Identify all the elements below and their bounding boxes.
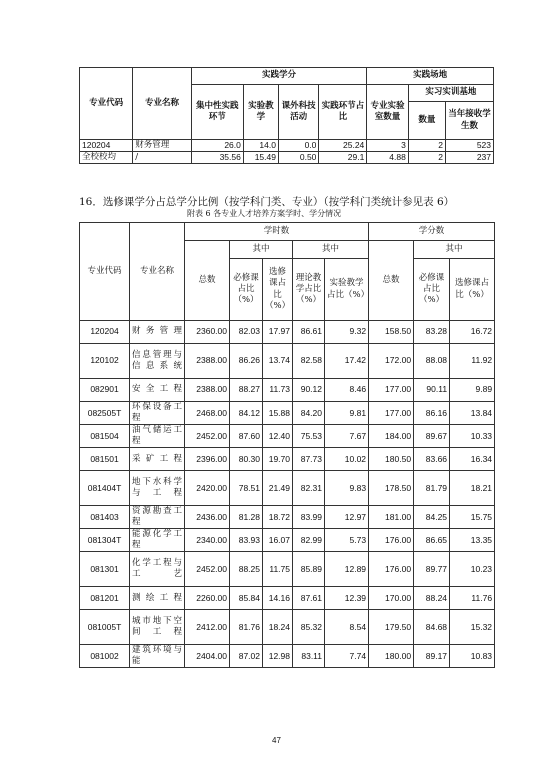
cell-required-ratio: 88.27 <box>230 379 263 402</box>
cell-theory-ratio: 75.53 <box>293 425 325 448</box>
cell-code: 全校校均 <box>80 152 133 164</box>
cell-elective-credit-ratio: 11.92 <box>450 344 495 379</box>
cell-required-credit-ratio: 83.66 <box>414 448 450 471</box>
cell-name: 城市地下空间工程 <box>130 610 185 645</box>
cell-name: 环保设备工程 <box>130 402 185 425</box>
cell-elective-ratio: 18.24 <box>263 610 293 645</box>
cell-elective-ratio: 17.97 <box>263 321 293 344</box>
cell-name: 信息管理与信息系统 <box>130 344 185 379</box>
cell-required-ratio: 84.12 <box>230 402 263 425</box>
cell-required-ratio: 81.76 <box>230 610 263 645</box>
cell-experiment-ratio: 7.74 <box>325 645 369 668</box>
col-header-required-credit-ratio: 必修课占比（%） <box>414 259 450 321</box>
cell-elective-ratio: 19.70 <box>263 448 293 471</box>
cell-total-credits: 180.00 <box>369 645 414 668</box>
group-header-base: 实习实训基地 <box>408 85 493 102</box>
table-row <box>80 471 495 506</box>
cell-theory-ratio: 85.89 <box>293 552 325 587</box>
cell-experiment-ratio: 7.67 <box>325 425 369 448</box>
cell-code: 081403 <box>80 506 130 529</box>
cell-name: 采矿工程 <box>130 448 185 471</box>
cell-code: 120204 <box>80 140 133 152</box>
cell-required-credit-ratio: 86.16 <box>414 402 450 425</box>
cell-experiment: 14.0 <box>243 140 278 152</box>
table-row <box>80 645 495 668</box>
cell-experiment-ratio: 17.42 <box>325 344 369 379</box>
cell-theory-ratio: 82.58 <box>293 344 325 379</box>
section-heading: 16．选修课学分占总学分比例（按学科门类、专业）（按学科门类统计参见表 6） <box>79 196 455 208</box>
cell-experiment-ratio: 9.83 <box>325 471 369 506</box>
table-row <box>80 448 495 471</box>
cell-total-credits: 180.50 <box>369 448 414 471</box>
cell-required-ratio: 82.03 <box>230 321 263 344</box>
cell-elective-credit-ratio: 11.76 <box>450 587 495 610</box>
cell-code: 120102 <box>80 344 130 379</box>
cell-theory-ratio: 86.61 <box>293 321 325 344</box>
cell-total-hours: 2388.00 <box>185 379 230 402</box>
cell-elective-credit-ratio: 15.32 <box>450 610 495 645</box>
group-header-among: 其中 <box>230 241 293 259</box>
table-row <box>80 140 494 152</box>
cell-elective-ratio: 16.07 <box>263 529 293 552</box>
table-row <box>80 425 495 448</box>
cell-required-ratio: 87.02 <box>230 645 263 668</box>
col-header-total-credits: 总数 <box>369 241 414 321</box>
col-header-total-hours: 总数 <box>185 241 230 321</box>
col-header-theory-ratio: 理论教学占比（%） <box>293 259 325 321</box>
cell-code: 081301 <box>80 552 130 587</box>
cell-elective-ratio: 13.74 <box>263 344 293 379</box>
cell-theory-ratio: 85.32 <box>293 610 325 645</box>
cell-experiment-ratio: 10.02 <box>325 448 369 471</box>
cell-theory-ratio: 83.99 <box>293 506 325 529</box>
cell-required-ratio: 80.30 <box>230 448 263 471</box>
cell-required-credit-ratio: 83.28 <box>414 321 450 344</box>
cell-elective-ratio: 15.88 <box>263 402 293 425</box>
cell-required-credit-ratio: 90.11 <box>414 379 450 402</box>
cell-name: 油气储运工程 <box>130 425 185 448</box>
cell-total-hours: 2452.00 <box>185 552 230 587</box>
cell-code: 081501 <box>80 448 130 471</box>
col-header-name: 专业名称 <box>130 223 185 321</box>
cell-experiment-ratio: 9.32 <box>325 321 369 344</box>
cell-name: 建筑环境与能 <box>130 645 185 668</box>
table-row <box>80 552 495 587</box>
cell-theory-ratio: 87.73 <box>293 448 325 471</box>
cell-total-credits: 184.00 <box>369 425 414 448</box>
table-row <box>80 379 495 402</box>
table-row <box>80 152 494 164</box>
cell-required-ratio: 83.93 <box>230 529 263 552</box>
cell-elective-credit-ratio: 13.35 <box>450 529 495 552</box>
col-header-elective-credit-ratio: 选修课占比（%） <box>450 259 495 321</box>
cell-ratio: 29.1 <box>319 152 367 164</box>
cell-required-ratio: 86.26 <box>230 344 263 379</box>
cell-total-credits: 179.50 <box>369 610 414 645</box>
cell-code: 120204 <box>80 321 130 344</box>
cell-elective-credit-ratio: 10.33 <box>450 425 495 448</box>
cell-required-ratio: 85.84 <box>230 587 263 610</box>
cell-total-credits: 177.00 <box>369 402 414 425</box>
cell-elective-credit-ratio: 10.83 <box>450 645 495 668</box>
table-row <box>80 587 495 610</box>
cell-ratio: 25.24 <box>319 140 367 152</box>
cell-extra: 0.50 <box>278 152 318 164</box>
cell-required-ratio: 78.51 <box>230 471 263 506</box>
cell-total-hours: 2404.00 <box>185 645 230 668</box>
cell-elective-ratio: 18.72 <box>263 506 293 529</box>
table-row <box>80 529 495 552</box>
cell-total-credits: 178.50 <box>369 471 414 506</box>
cell-elective-ratio: 11.75 <box>263 552 293 587</box>
cell-total-credits: 170.00 <box>369 587 414 610</box>
cell-theory-ratio: 82.99 <box>293 529 325 552</box>
cell-total-credits: 177.00 <box>369 379 414 402</box>
cell-code: 081504 <box>80 425 130 448</box>
col-header-name: 专业名称 <box>133 68 192 140</box>
cell-elective-credit-ratio: 16.34 <box>450 448 495 471</box>
table-row <box>80 402 495 425</box>
group-header-practice-credit: 实践学分 <box>191 68 367 85</box>
cell-elective-credit-ratio: 13.84 <box>450 402 495 425</box>
cell-code: 081005T <box>80 610 130 645</box>
col-header-elective-ratio: 选修课占比（%） <box>263 259 293 321</box>
cell-required-credit-ratio: 81.79 <box>414 471 450 506</box>
col-header-code: 专业代码 <box>80 68 133 140</box>
cell-elective-credit-ratio: 15.75 <box>450 506 495 529</box>
cell-theory-ratio: 90.12 <box>293 379 325 402</box>
cell-lab: 3 <box>367 140 409 152</box>
cell-name: 能源化学工程 <box>130 529 185 552</box>
table-caption: 附表 6 各专业人才培养方案学时、学分情况 <box>187 209 342 218</box>
cell-code: 081201 <box>80 587 130 610</box>
cell-elective-ratio: 12.40 <box>263 425 293 448</box>
cell-required-credit-ratio: 89.67 <box>414 425 450 448</box>
cell-extra: 0.0 <box>278 140 318 152</box>
cell-elective-ratio: 12.98 <box>263 645 293 668</box>
cell-code: 082505T <box>80 402 130 425</box>
cell-experiment-ratio: 8.54 <box>325 610 369 645</box>
group-header-among: 其中 <box>414 241 495 259</box>
cell-students: 237 <box>446 152 494 164</box>
cell-required-credit-ratio: 88.24 <box>414 587 450 610</box>
cell-total-credits: 176.00 <box>369 529 414 552</box>
cell-base-count: 2 <box>408 140 445 152</box>
cell-name: 安全工程 <box>130 379 185 402</box>
cell-name: 资源勘查工程 <box>130 506 185 529</box>
cell-intensive: 26.0 <box>191 140 243 152</box>
col-header-students: 当年接收学生数 <box>446 102 494 140</box>
cell-experiment-ratio: 9.81 <box>325 402 369 425</box>
col-header-code: 专业代码 <box>80 223 130 321</box>
cell-elective-ratio: 21.49 <box>263 471 293 506</box>
cell-total-credits: 176.00 <box>369 552 414 587</box>
cell-elective-credit-ratio: 18.21 <box>450 471 495 506</box>
table-row <box>80 321 495 344</box>
hours-credits-table <box>79 222 495 668</box>
cell-total-credits: 158.50 <box>369 321 414 344</box>
col-header-practice-ratio: 实践环节占比 <box>319 85 367 140</box>
cell-total-hours: 2468.00 <box>185 402 230 425</box>
group-header-among: 其中 <box>293 241 369 259</box>
group-header-hours: 学时数 <box>185 223 369 241</box>
cell-elective-credit-ratio: 9.89 <box>450 379 495 402</box>
cell-experiment-ratio: 8.46 <box>325 379 369 402</box>
cell-required-ratio: 81.28 <box>230 506 263 529</box>
cell-total-hours: 2340.00 <box>185 529 230 552</box>
col-header-required-ratio: 必修课占比（%） <box>230 259 263 321</box>
page-number: 47 <box>272 736 281 745</box>
col-header-extracurricular: 课外科技活动 <box>278 85 318 140</box>
group-header-practice-site: 实践场地 <box>367 68 494 85</box>
cell-elective-ratio: 14.16 <box>263 587 293 610</box>
cell-theory-ratio: 87.61 <box>293 587 325 610</box>
table-row <box>80 610 495 645</box>
cell-elective-ratio: 11.73 <box>263 379 293 402</box>
cell-elective-credit-ratio: 16.72 <box>450 321 495 344</box>
cell-experiment-ratio: 5.73 <box>325 529 369 552</box>
col-header-experiment: 实验教学 <box>243 85 278 140</box>
cell-code: 081304T <box>80 529 130 552</box>
cell-theory-ratio: 82.31 <box>293 471 325 506</box>
cell-required-ratio: 88.25 <box>230 552 263 587</box>
cell-total-hours: 2452.00 <box>185 425 230 448</box>
cell-code: 081002 <box>80 645 130 668</box>
cell-theory-ratio: 83.11 <box>293 645 325 668</box>
cell-name: 化学工程与工艺 <box>130 552 185 587</box>
cell-name: 财务管理 <box>130 321 185 344</box>
cell-name: 测绘工程 <box>130 587 185 610</box>
cell-total-hours: 2436.00 <box>185 506 230 529</box>
cell-base-count: 2 <box>408 152 445 164</box>
cell-name: 地下水科学与工程 <box>130 471 185 506</box>
cell-required-credit-ratio: 86.65 <box>414 529 450 552</box>
cell-total-credits: 172.00 <box>369 344 414 379</box>
cell-name: 财务管理 <box>133 140 192 152</box>
col-header-base-count: 数量 <box>408 102 445 140</box>
cell-code: 082901 <box>80 379 130 402</box>
cell-intensive: 35.56 <box>191 152 243 164</box>
cell-theory-ratio: 84.20 <box>293 402 325 425</box>
cell-required-credit-ratio: 88.08 <box>414 344 450 379</box>
cell-total-credits: 181.00 <box>369 506 414 529</box>
cell-elective-credit-ratio: 10.23 <box>450 552 495 587</box>
cell-lab: 4.88 <box>367 152 409 164</box>
cell-required-credit-ratio: 84.68 <box>414 610 450 645</box>
cell-experiment-ratio: 12.39 <box>325 587 369 610</box>
cell-total-hours: 2360.00 <box>185 321 230 344</box>
cell-required-credit-ratio: 89.77 <box>414 552 450 587</box>
cell-total-hours: 2388.00 <box>185 344 230 379</box>
cell-required-ratio: 87.60 <box>230 425 263 448</box>
group-header-credits: 学分数 <box>369 223 495 241</box>
cell-name: / <box>133 152 192 164</box>
col-header-lab-count: 专业实验室数量 <box>367 85 409 140</box>
col-header-intensive: 集中性实践环节 <box>191 85 243 140</box>
table-row <box>80 506 495 529</box>
practice-table <box>79 67 494 164</box>
cell-code: 081404T <box>80 471 130 506</box>
cell-total-hours: 2396.00 <box>185 448 230 471</box>
cell-total-hours: 2260.00 <box>185 587 230 610</box>
cell-total-hours: 2412.00 <box>185 610 230 645</box>
cell-experiment: 15.49 <box>243 152 278 164</box>
table-row <box>80 344 495 379</box>
cell-required-credit-ratio: 89.17 <box>414 645 450 668</box>
cell-required-credit-ratio: 84.25 <box>414 506 450 529</box>
cell-experiment-ratio: 12.97 <box>325 506 369 529</box>
cell-total-hours: 2420.00 <box>185 471 230 506</box>
col-header-experiment-ratio: 实验教学占比（%） <box>325 259 369 321</box>
cell-experiment-ratio: 12.89 <box>325 552 369 587</box>
cell-students: 523 <box>446 140 494 152</box>
